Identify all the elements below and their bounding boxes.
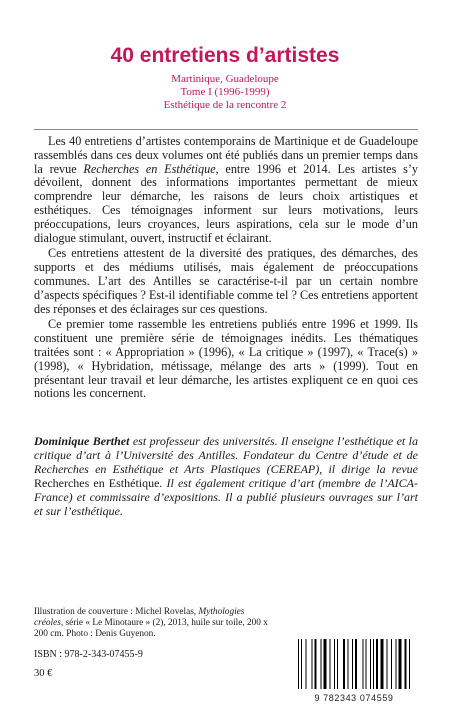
blurb-p1-start: Les 40 entretiens d’artistes contemporains de Martinique et de Guadeloupe rassemblés dans ces deux volumes ont été publiés dans un premier temps dans la revue xyxy=(34,134,418,176)
barcode-bar xyxy=(363,639,364,689)
barcode-bar xyxy=(315,639,317,689)
bio-review-title: Recherches en Esthétique xyxy=(34,476,160,490)
blurb-paragraph-2: Ces entretiens attestent de la diversité des pratiques, des démarches, des supports et des médiums utilisés, mais également de préoccupations communes. L’art des Antilles se caractérise-t-il par un certain nombre d’aspects spécifiques ? Est-il identifiable comme tel ? Ces entretiens apportent des réponses et des éclairages sur ces questions. xyxy=(34,246,418,316)
barcode-bar xyxy=(387,639,388,689)
blurb xyxy=(34,135,418,401)
subtitle-volume: Tome I (1996-1999) xyxy=(180,86,270,98)
credit-prefix: Illustration de couverture : Michel Rovelas, xyxy=(34,607,199,617)
barcode-bar xyxy=(391,639,392,689)
barcode-bar xyxy=(381,639,384,689)
barcode-bars xyxy=(290,637,418,693)
barcode-bar xyxy=(324,639,327,689)
barcode-bar xyxy=(405,639,407,689)
barcode-bar xyxy=(312,639,313,689)
cover-credit xyxy=(34,607,274,640)
barcode-bar xyxy=(348,639,349,689)
barcode-bar xyxy=(399,639,402,689)
blurb-paragraph-3: Ce premier tome rassemble les entretiens publiés entre 1996 et 1999. Ils constituent une première série de témoignages inédits. Les thématiques traitées sont : « Appropriation » (1996), « La critique » (1997), « Trace(s) » (1998), « Hybridation, métissage, mélange des arts » (1999). Tout en présentant leur travail et leur démarche, les artistes expliquent ce en quoi ces notions les concernent. xyxy=(34,317,418,401)
barcode-bar xyxy=(330,639,331,689)
header-divider xyxy=(34,129,418,130)
barcode-bar xyxy=(409,639,410,689)
book-title: 40 entretiens d’artistes xyxy=(110,44,340,67)
barcode-bar xyxy=(334,639,335,689)
author-bio xyxy=(34,434,418,518)
barcode-bar xyxy=(370,639,371,689)
cover-header xyxy=(0,44,450,112)
barcode xyxy=(290,637,418,705)
barcode-bar xyxy=(376,639,378,689)
author-bio-end: . Il est également critique d’art (membre de l’AICA-France) et commissaire d’expositions. Il a publié plusieurs ouvrages sur l’art et sur l’esthétique. xyxy=(34,476,418,518)
isbn: ISBN : 978-2-343-07455-9 xyxy=(34,649,143,660)
barcode-bar xyxy=(298,639,299,689)
barcode-bar xyxy=(366,639,367,689)
price: 30 € xyxy=(34,668,53,679)
credit-suffix: , série « Le Minotaure » (2), 2013, huile sur toile, 200 x 200 cm. Photo : Denis Guyenon. xyxy=(34,618,268,639)
subtitle-location: Martinique, Guadeloupe xyxy=(171,73,279,85)
blurb-p1-end: , entre 1996 et 2014. Les artistes s’y dévoilent, donnent des informations importantes permettant de mieux comprendre leur démarche, les raisons de leurs choix artistiques et esthétiques. Ces témoignages informent sur leurs motivations, leurs préoccupations, leurs croyances, leurs aspirations, cela sur le mode d’un dialogue stimulant, ouvert, instructif et éclairant. xyxy=(34,161,418,245)
barcode-bar xyxy=(343,639,345,689)
barcode-bar xyxy=(306,639,307,689)
credit-work-title: Mythologies créoles xyxy=(34,607,245,628)
barcode-bar xyxy=(321,639,322,689)
barcode-bar xyxy=(373,639,374,689)
barcode-bar xyxy=(337,639,338,689)
barcode-bar xyxy=(355,639,357,689)
barcode-number: 9 782343 074559 xyxy=(314,693,394,703)
subtitle-series: Esthétique de la rencontre 2 xyxy=(163,99,287,111)
blurb-paragraph-1 xyxy=(34,135,418,245)
barcode-bar xyxy=(396,639,397,689)
review-title: Recherches en Esthétique xyxy=(83,161,216,176)
barcode-bar xyxy=(352,639,353,689)
author-bio-start: est professeur des universités. Il enseigne l’esthétique et la critique d’art à l’Université des Antilles. Fondateur du Centre d’étude et de Recherches en Esthétique et Arts Plastiques (CEREAP), il dirige la revue xyxy=(34,434,419,476)
barcode-bar xyxy=(301,639,302,689)
author-name: Dominique Berthet xyxy=(34,434,130,448)
